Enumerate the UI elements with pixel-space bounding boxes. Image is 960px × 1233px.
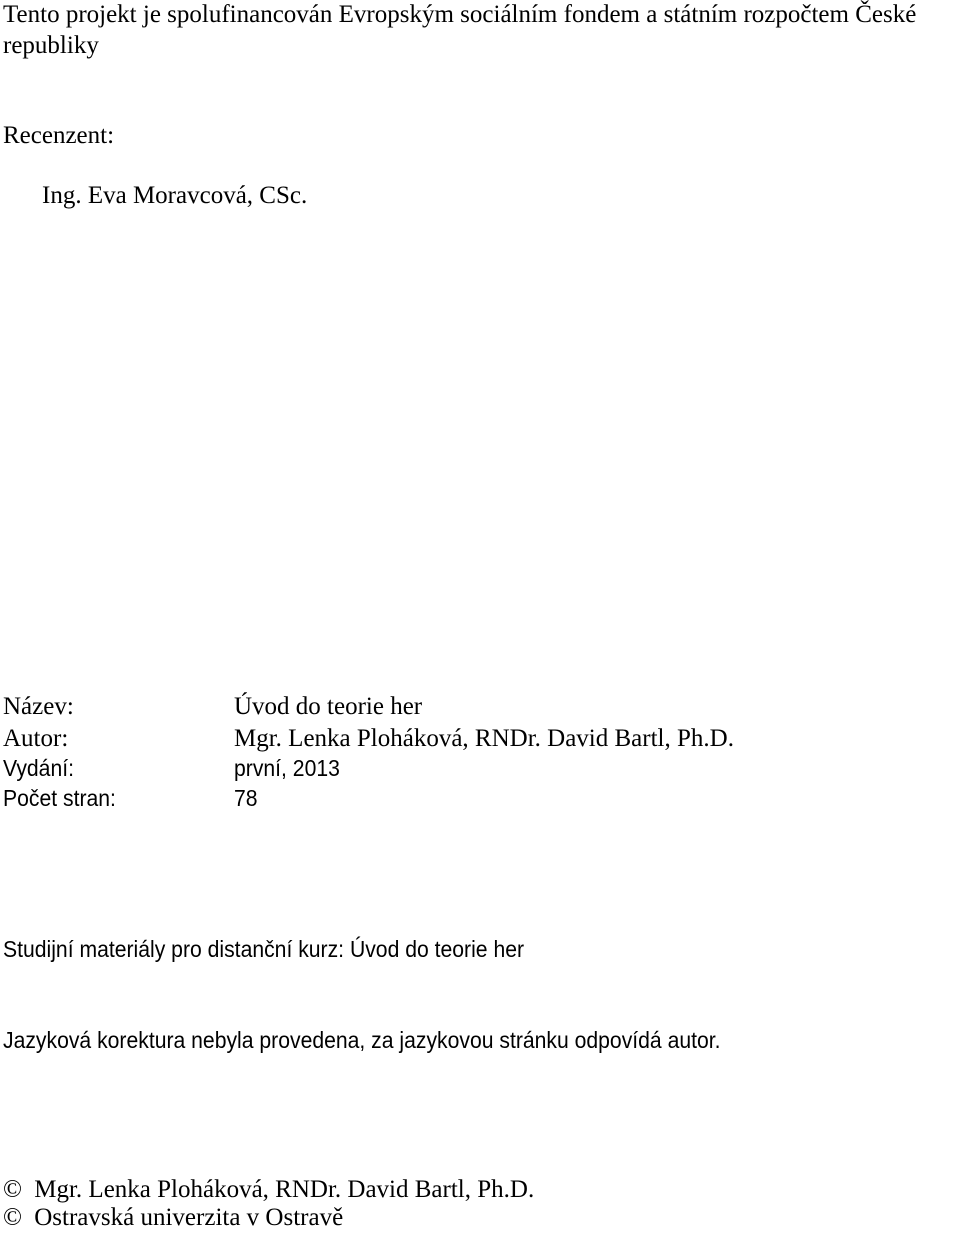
- author-value: Mgr. Lenka Ploháková, RNDr. David Bartl, Ph.D.: [234, 725, 734, 752]
- reviewer-name: Ing. Eva Moravcová, CSc.: [42, 182, 308, 209]
- copyright-authors-text: Mgr. Lenka Ploháková, RNDr. David Bartl, Ph.D.: [34, 1176, 535, 1203]
- pages-label: Počet stran:: [3, 785, 116, 811]
- copyright-university: [3, 1203, 343, 1233]
- title-value: Úvod do teorie her: [234, 693, 423, 720]
- reviewer-label: Recenzent:: [3, 122, 115, 149]
- edition-label: Vydání:: [3, 755, 74, 781]
- copyright-university-text: Ostravská univerzita v Ostravě: [34, 1204, 344, 1231]
- title-label: Název:: [3, 693, 74, 720]
- proofreading-note: Jazyková korektura nebyla provedena, za jazykovou stránku odpovídá autor.: [3, 1027, 721, 1053]
- funding-statement-line2: republiky: [3, 32, 99, 59]
- copyright-icon: ©: [3, 1176, 22, 1203]
- copyright-authors: [3, 1175, 534, 1205]
- pages-value: 78: [234, 785, 258, 811]
- funding-statement-line1: Tento projekt je spolufinancován Evropským sociálním fondem a státním rozpočtem České: [3, 1, 917, 28]
- course-note: Studijní materiály pro distanční kurz: Úvod do teorie her: [3, 936, 525, 962]
- edition-value: první, 2013: [234, 755, 340, 781]
- author-label: Autor:: [3, 725, 69, 752]
- copyright-icon: ©: [3, 1204, 22, 1231]
